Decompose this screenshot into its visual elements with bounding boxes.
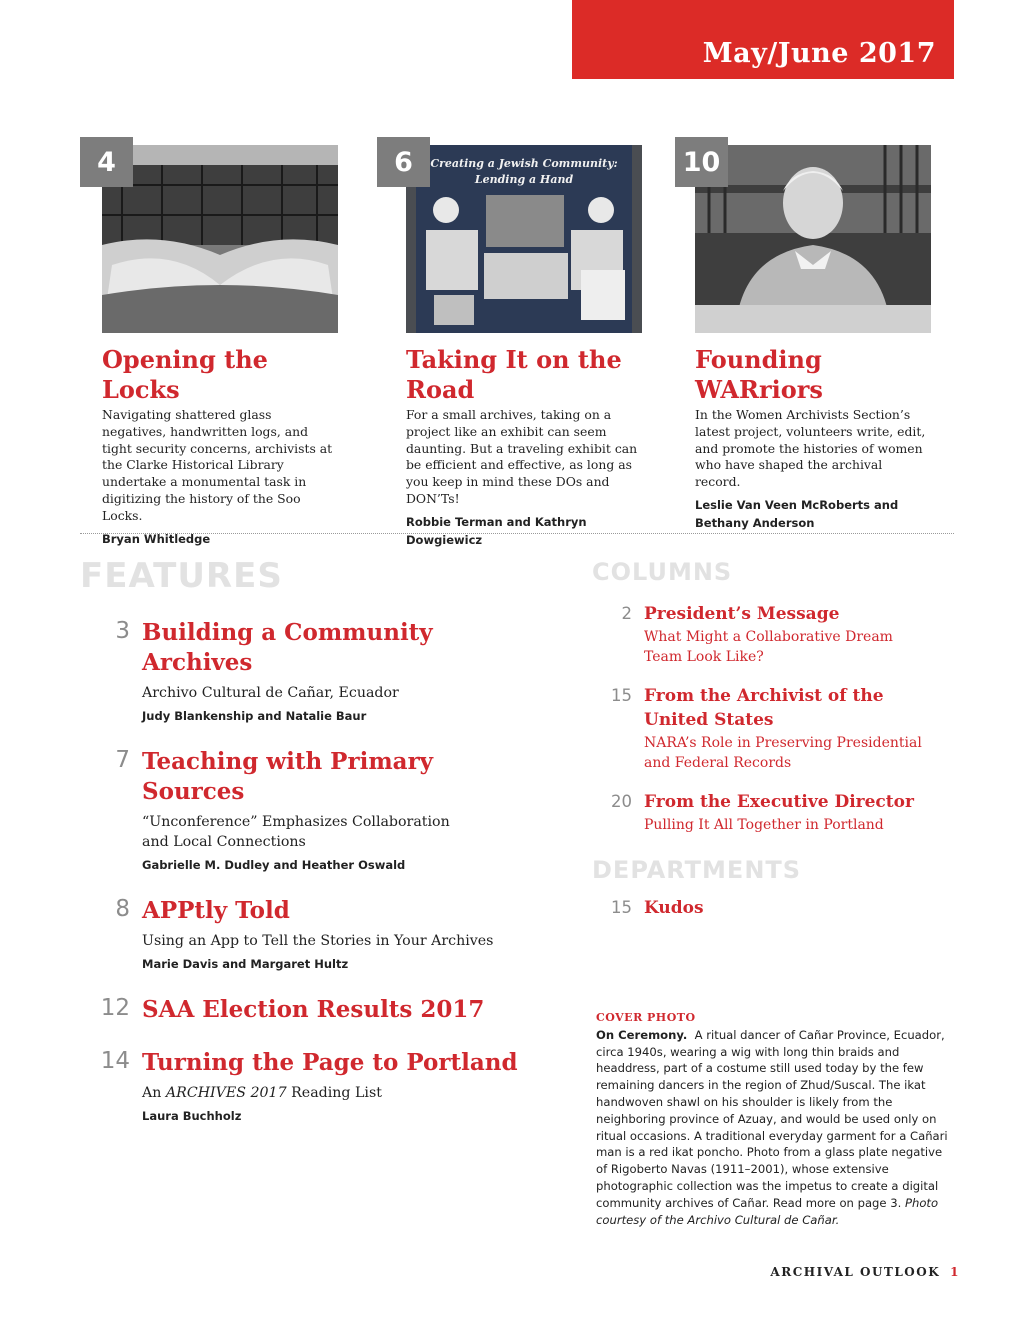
- card-description: In the Women Archivists Section’s latest project, volunteers write, edit, and promote the histories of women who have shaped the archival record.: [695, 407, 926, 490]
- feature-author: Judy Blankenship and Natalie Baur: [142, 709, 367, 723]
- cover-photo-text: [596, 1027, 951, 1229]
- feature-page-number: 8: [115, 896, 130, 922]
- feature-subtitle: “Unconference” Emphasizes Collaboration and Local Connections: [142, 814, 450, 850]
- card-description: Navigating shattered glass negatives, handwritten logs, and tight security concerns, archivists at the Clarke Historical Library undertake a monumental task in digitizing the history of the Soo Locks.: [102, 407, 333, 523]
- feature-title: Teaching with Primary Sources: [142, 748, 434, 805]
- card-title: Founding WARriors: [695, 345, 823, 404]
- feature-card-warriors[interactable]: [695, 145, 931, 532]
- cover-photo-caption: [596, 1010, 951, 1228]
- feature-card-locks[interactable]: [102, 145, 338, 548]
- feature-page-number: 3: [115, 618, 130, 644]
- feature-subtitle: An ARCHIVES 2017 Reading List: [142, 1085, 382, 1101]
- columns-heading: COLUMNS: [592, 558, 733, 586]
- feature-page-number: 7: [115, 747, 130, 773]
- feature-subtitle: Archivo Cultural de Cañar, Ecuador: [142, 685, 399, 701]
- soo-locks-photo: [102, 145, 338, 333]
- cover-photo-heading: COVER PHOTO: [596, 1011, 696, 1024]
- features-heading: FEATURES: [80, 556, 283, 596]
- feature-page-number: 12: [100, 995, 130, 1021]
- card-author: Leslie Van Veen McRoberts and Bethany Anderson: [695, 497, 899, 530]
- column-subtitle: NARA’s Role in Preserving Presidential and Federal Records: [644, 735, 922, 771]
- feature-title: Building a Community Archives: [142, 619, 433, 676]
- page-number-badge: 6: [377, 137, 430, 187]
- publication-title: ARCHIVAL OUTLOOK: [770, 1265, 941, 1279]
- cover-photo-credit: Photo courtesy of the Archivo Cultural de Cañar.: [596, 1195, 939, 1227]
- column-title: From the Archivist of the United States: [644, 686, 884, 730]
- cover-photo-body: A ritual dancer of Cañar Province, Ecuador, circa 1940s, wearing a wig with long thin braids and headdress, part of a costume still used today by the few remaining dancers in the region of Zhud/Suscal. The ikat handwoven shawl on his shoulder is likely from the neighboring province of Azuay, and would be used only on ritual occasions. A traditional everyday garment for a Cañari man is a red ikat poncho. Photo from a glass plate negative of Rigoberto Navas (1911–2001), whose extensive photographic collection was the impetus to create a digital community archives of Cañar. Read more on page 3.: [596, 1027, 948, 1210]
- column-item[interactable]: [596, 790, 956, 835]
- page-number-badge: 4: [80, 137, 133, 187]
- column-title: President’s Message: [644, 604, 840, 624]
- cover-photo-lead: On Ceremony.: [596, 1027, 688, 1042]
- card-author: Bryan Whitledge: [102, 531, 211, 546]
- poster-title: Creating a Jewish Community:: [430, 157, 618, 170]
- publication-name: ARCHIVES 2017: [165, 1085, 287, 1101]
- feature-card-road[interactable]: [406, 145, 642, 549]
- feature-author: Gabrielle M. Dudley and Heather Oswald: [142, 858, 406, 872]
- feature-title: APPtly Told: [142, 897, 290, 924]
- issue-date: May/June 2017: [702, 38, 936, 69]
- poster-subtitle: Lending a Hand: [474, 173, 574, 186]
- column-item[interactable]: [596, 602, 956, 667]
- feature-author: Laura Buchholz: [142, 1109, 242, 1123]
- portrait-photo: [695, 145, 931, 333]
- department-title: Kudos: [644, 898, 704, 918]
- feature-title: Turning the Page to Portland: [142, 1049, 518, 1076]
- column-page-number: 2: [621, 604, 632, 623]
- feature-item[interactable]: [80, 1048, 540, 1124]
- exhibit-poster-photo: [406, 145, 642, 333]
- section-divider: [80, 533, 954, 534]
- feature-author: Marie Davis and Margaret Hultz: [142, 957, 349, 971]
- column-item[interactable]: [596, 684, 956, 773]
- column-page-number: 15: [611, 686, 632, 705]
- feature-item[interactable]: [80, 747, 540, 873]
- card-title: Taking It on the Road: [406, 345, 622, 404]
- page-footer: [770, 1265, 960, 1279]
- feature-page-number: 14: [100, 1048, 130, 1074]
- page-number: 1: [950, 1265, 960, 1279]
- department-item[interactable]: [596, 896, 956, 920]
- feature-item[interactable]: [80, 896, 540, 972]
- departments-heading: DEPARTMENTS: [592, 856, 802, 884]
- feature-item[interactable]: [80, 995, 540, 1025]
- card-title: Opening the Locks: [102, 345, 268, 404]
- card-author: Robbie Terman and Kathryn Dowgiewicz: [406, 514, 587, 547]
- feature-subtitle: Using an App to Tell the Stories in Your Archives: [142, 933, 494, 949]
- feature-title: SAA Election Results 2017: [142, 996, 485, 1023]
- issue-banner: [572, 0, 954, 79]
- column-page-number: 20: [611, 792, 632, 811]
- column-title: From the Executive Director: [644, 792, 914, 812]
- card-description: For a small archives, taking on a project like an exhibit can seem daunting. But a traveling exhibit can be efficient and effective, as long as you keep in mind these DOs and DON’Ts!: [406, 407, 638, 506]
- column-subtitle: What Might a Collaborative Dream Team Look Like?: [644, 629, 893, 665]
- column-subtitle: Pulling It All Together in Portland: [644, 817, 884, 833]
- feature-item[interactable]: [80, 618, 540, 724]
- department-page-number: 15: [611, 898, 632, 917]
- page-number-badge: 10: [675, 137, 728, 187]
